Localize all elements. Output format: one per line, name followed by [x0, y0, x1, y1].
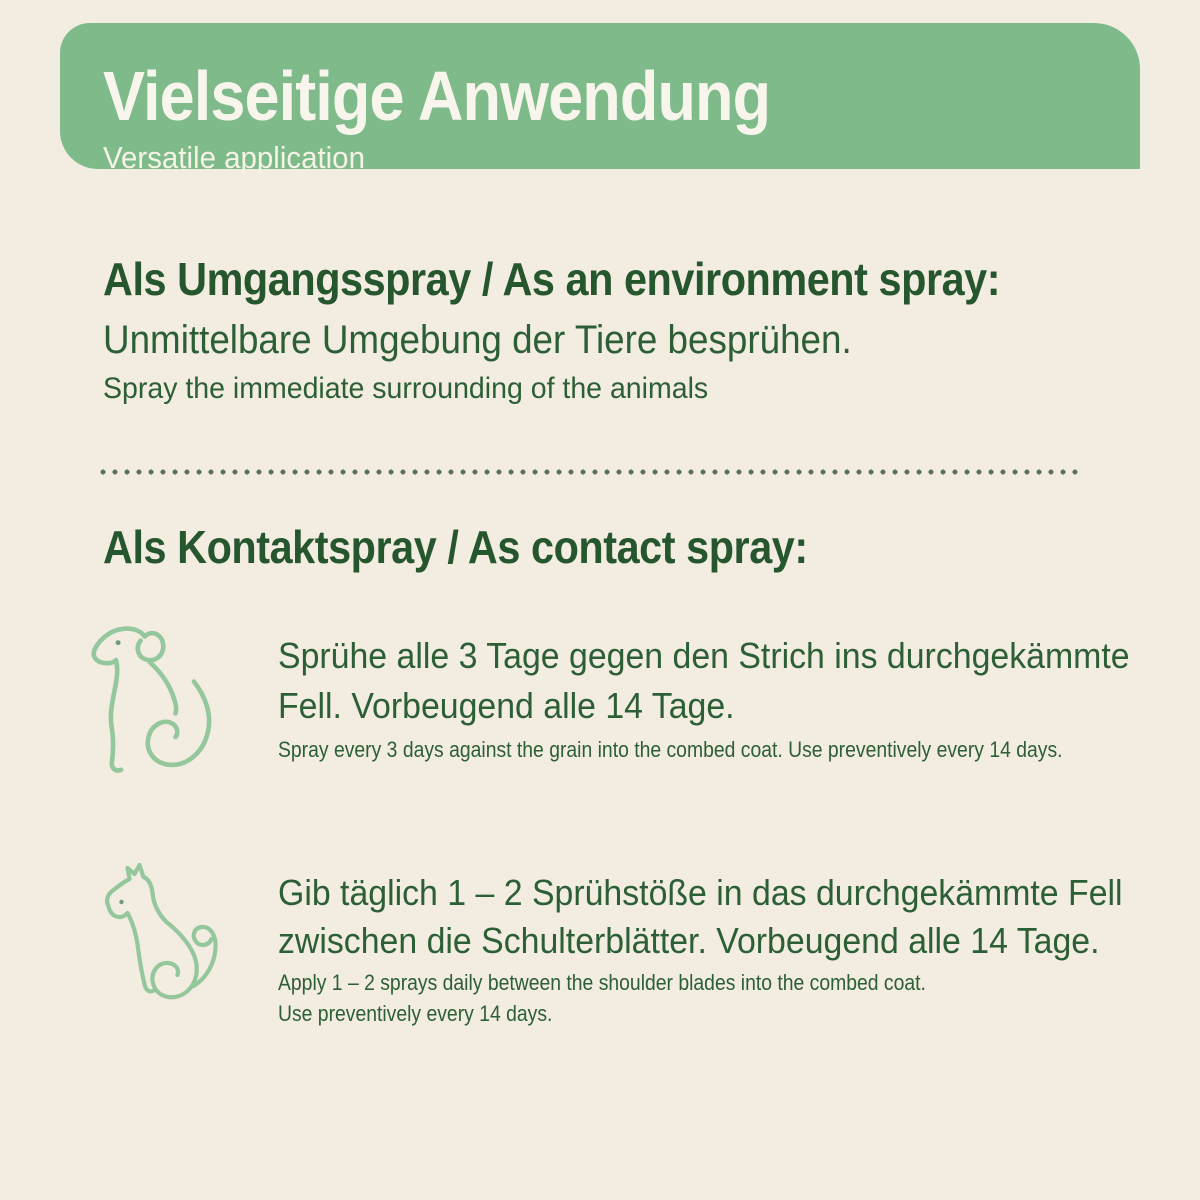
dog-text-en: Spray every 3 days against the grain into the combed coat. Use preventively every 14 days. [278, 737, 1063, 762]
cat-instructions [278, 869, 1176, 1029]
cat-line-icon [94, 862, 264, 1020]
cat-text-en-line2: Use preventively every 14 days. [278, 1001, 553, 1026]
cat-text-de-line2: zwischen die Schulterblätter. Vorbeugend alle 14 Tage. [278, 920, 1100, 961]
contact-spray-heading: Als Kontaktspray / As contact spray: [103, 521, 808, 573]
environment-spray-text-en: Spray the immediate surrounding of the animals [103, 372, 709, 405]
dog-text-de-line2: Fell. Vorbeugend alle 14 Tage. [278, 685, 735, 726]
dotted-divider [100, 468, 1078, 476]
environment-spray-heading: Als Umgangsspray / As an environment spray: [103, 253, 1001, 305]
dog-text-de-line1: Sprühe alle 3 Tage gegen den Strich ins durchgekämmte [278, 635, 1130, 676]
dog-line-icon [88, 616, 263, 778]
page-subtitle: Versatile application [103, 140, 365, 175]
environment-spray-text-de: Unmittelbare Umgebung der Tiere besprühen. [103, 318, 852, 362]
cat-text-en-line1: Apply 1 – 2 sprays daily between the shoulder blades into the combed coat. [278, 970, 926, 995]
page-title: Vielseitige Anwendung [103, 57, 771, 135]
header-banner [60, 23, 1140, 175]
dog-instructions [278, 631, 1184, 765]
cat-text-de-line1: Gib täglich 1 – 2 Sprühstöße in das durchgekämmte Fell [278, 872, 1123, 913]
